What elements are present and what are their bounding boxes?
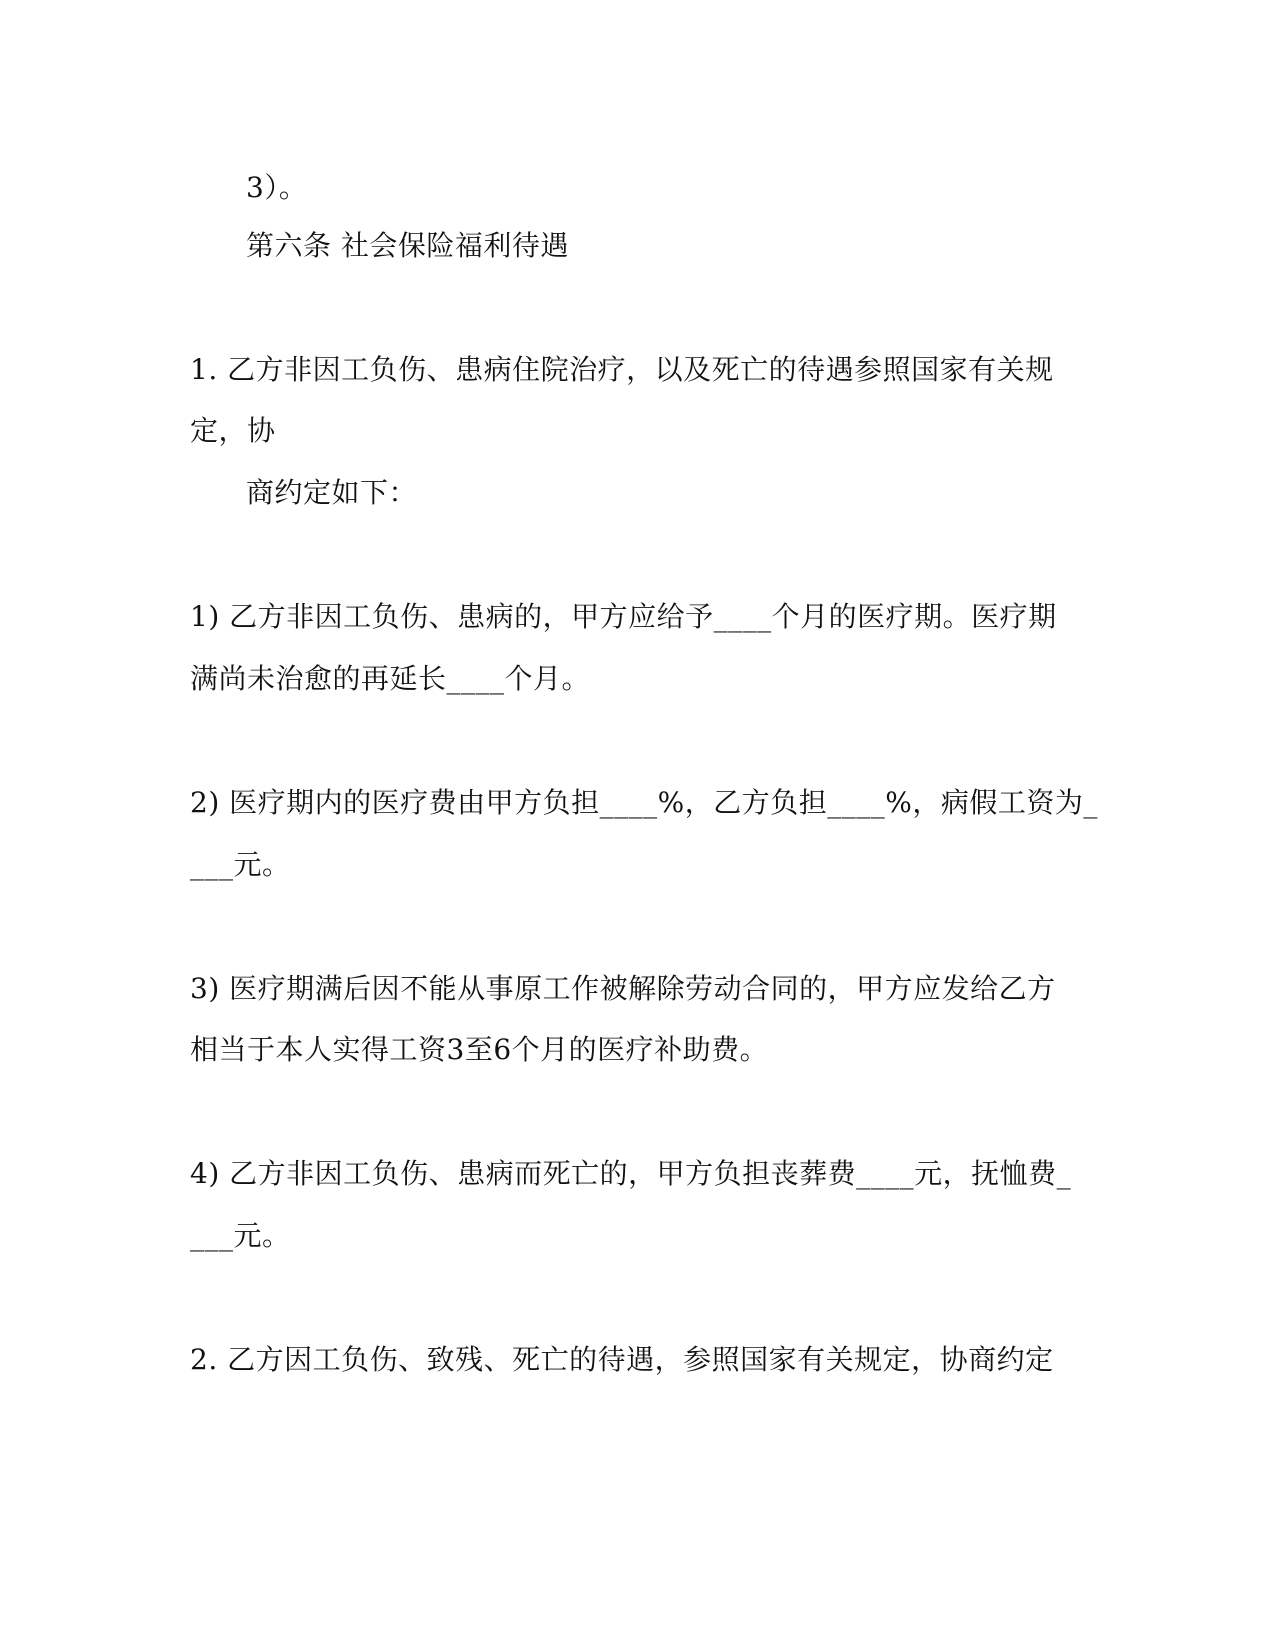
text-line: 商约定如下：	[246, 476, 418, 509]
text-line: 定，协	[190, 414, 276, 447]
text-line: 3）。	[246, 171, 308, 204]
text-line: 1. 乙方非因工负伤、患病住院治疗，以及死亡的待遇参照国家有关规	[190, 353, 1054, 386]
text-line: 4) 乙方非因工负伤、患病而死亡的，甲方负担丧葬费____元，抚恤费_	[190, 1157, 1072, 1190]
text-line: 2. 乙方因工负伤、致残、死亡的待遇，参照国家有关规定，协商约定	[190, 1343, 1054, 1376]
text-line: ___元。	[190, 848, 291, 881]
section-heading: 第六条 社会保险福利待遇	[246, 229, 569, 262]
text-line: 3) 医疗期满后因不能从事原工作被解除劳动合同的，甲方应发给乙方	[190, 972, 1056, 1005]
text-line: 满尚未治愈的再延长____个月。	[190, 662, 591, 695]
text-line: 2) 医疗期内的医疗费由甲方负担____%，乙方负担____%，病假工资为_	[190, 786, 1098, 819]
text-line: 相当于本人实得工资3至6个月的医疗补助费。	[190, 1033, 769, 1066]
text-line: ___元。	[190, 1219, 291, 1252]
text-line: 1) 乙方非因工负伤、患病的，甲方应给予____个月的医疗期。医疗期	[190, 600, 1057, 633]
